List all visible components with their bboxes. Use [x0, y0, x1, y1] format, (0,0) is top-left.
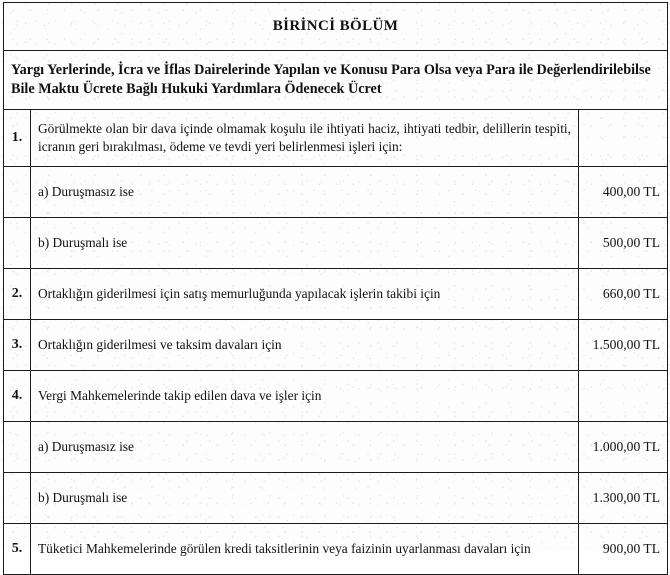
row-number: [4, 473, 31, 524]
section-heading: Yargı Yerlerinde, İcra ve İflas Dairelerinde Yapılan ve Konusu Para Olsa veya Para ile Değerlendirilebilse Bile Maktu Ücrete Bağlı Hukuki Yardımlara Ödenecek Ücret: [4, 51, 668, 110]
row-description: Vergi Mahkemelerinde takip edilen dava ve işler için: [31, 371, 579, 422]
table-row: [4, 371, 668, 422]
row-number: 2.: [4, 269, 31, 320]
row-description: b) Duruşmalı ise: [31, 473, 579, 524]
row-description: Görülmekte olan bir dava içinde olmamak koşulu ile ihtiyati haciz, ihtiyati tedbir, delillerin tespiti, icranın geri bırakılması, ödeme ve tevdi yeri belirlenmesi işleri için:: [31, 110, 579, 167]
row-price: 400,00 TL: [579, 167, 668, 218]
row-description: b) Duruşmalı ise: [31, 218, 579, 269]
row-price: 660,00 TL: [579, 269, 668, 320]
row-price: [579, 110, 668, 167]
table-row: [4, 320, 668, 371]
table-row: [4, 269, 668, 320]
fee-schedule-table: [3, 2, 668, 575]
title-row: [4, 3, 668, 51]
row-price: 1.500,00 TL: [579, 320, 668, 371]
table-row: [4, 167, 668, 218]
row-number: 5.: [4, 524, 31, 575]
row-number: [4, 218, 31, 269]
row-number: 4.: [4, 371, 31, 422]
row-price: 500,00 TL: [579, 218, 668, 269]
page-title: BİRİNCİ BÖLÜM: [4, 3, 668, 51]
row-description: a) Duruşmasız ise: [31, 422, 579, 473]
table-row: [4, 473, 668, 524]
table-row: [4, 422, 668, 473]
row-price: 1.000,00 TL: [579, 422, 668, 473]
row-description: Ortaklığın giderilmesi ve taksim davaları için: [31, 320, 579, 371]
row-number: 3.: [4, 320, 31, 371]
section-heading-row: [4, 51, 668, 110]
row-description: a) Duruşmasız ise: [31, 167, 579, 218]
row-number: [4, 422, 31, 473]
row-number: [4, 167, 31, 218]
row-price: [579, 371, 668, 422]
table-body: [4, 3, 668, 575]
row-description: Ortaklığın giderilmesi için satış memurluğunda yapılacak işlerin takibi için: [31, 269, 579, 320]
table-row: [4, 218, 668, 269]
row-description: Tüketici Mahkemelerinde görülen kredi taksitlerinin veya faizinin uyarlanması davaları için: [31, 524, 579, 575]
row-price: 1.300,00 TL: [579, 473, 668, 524]
table-row: [4, 110, 668, 167]
row-price: 900,00 TL: [579, 524, 668, 575]
row-number: 1.: [4, 110, 31, 167]
table-row: [4, 524, 668, 575]
